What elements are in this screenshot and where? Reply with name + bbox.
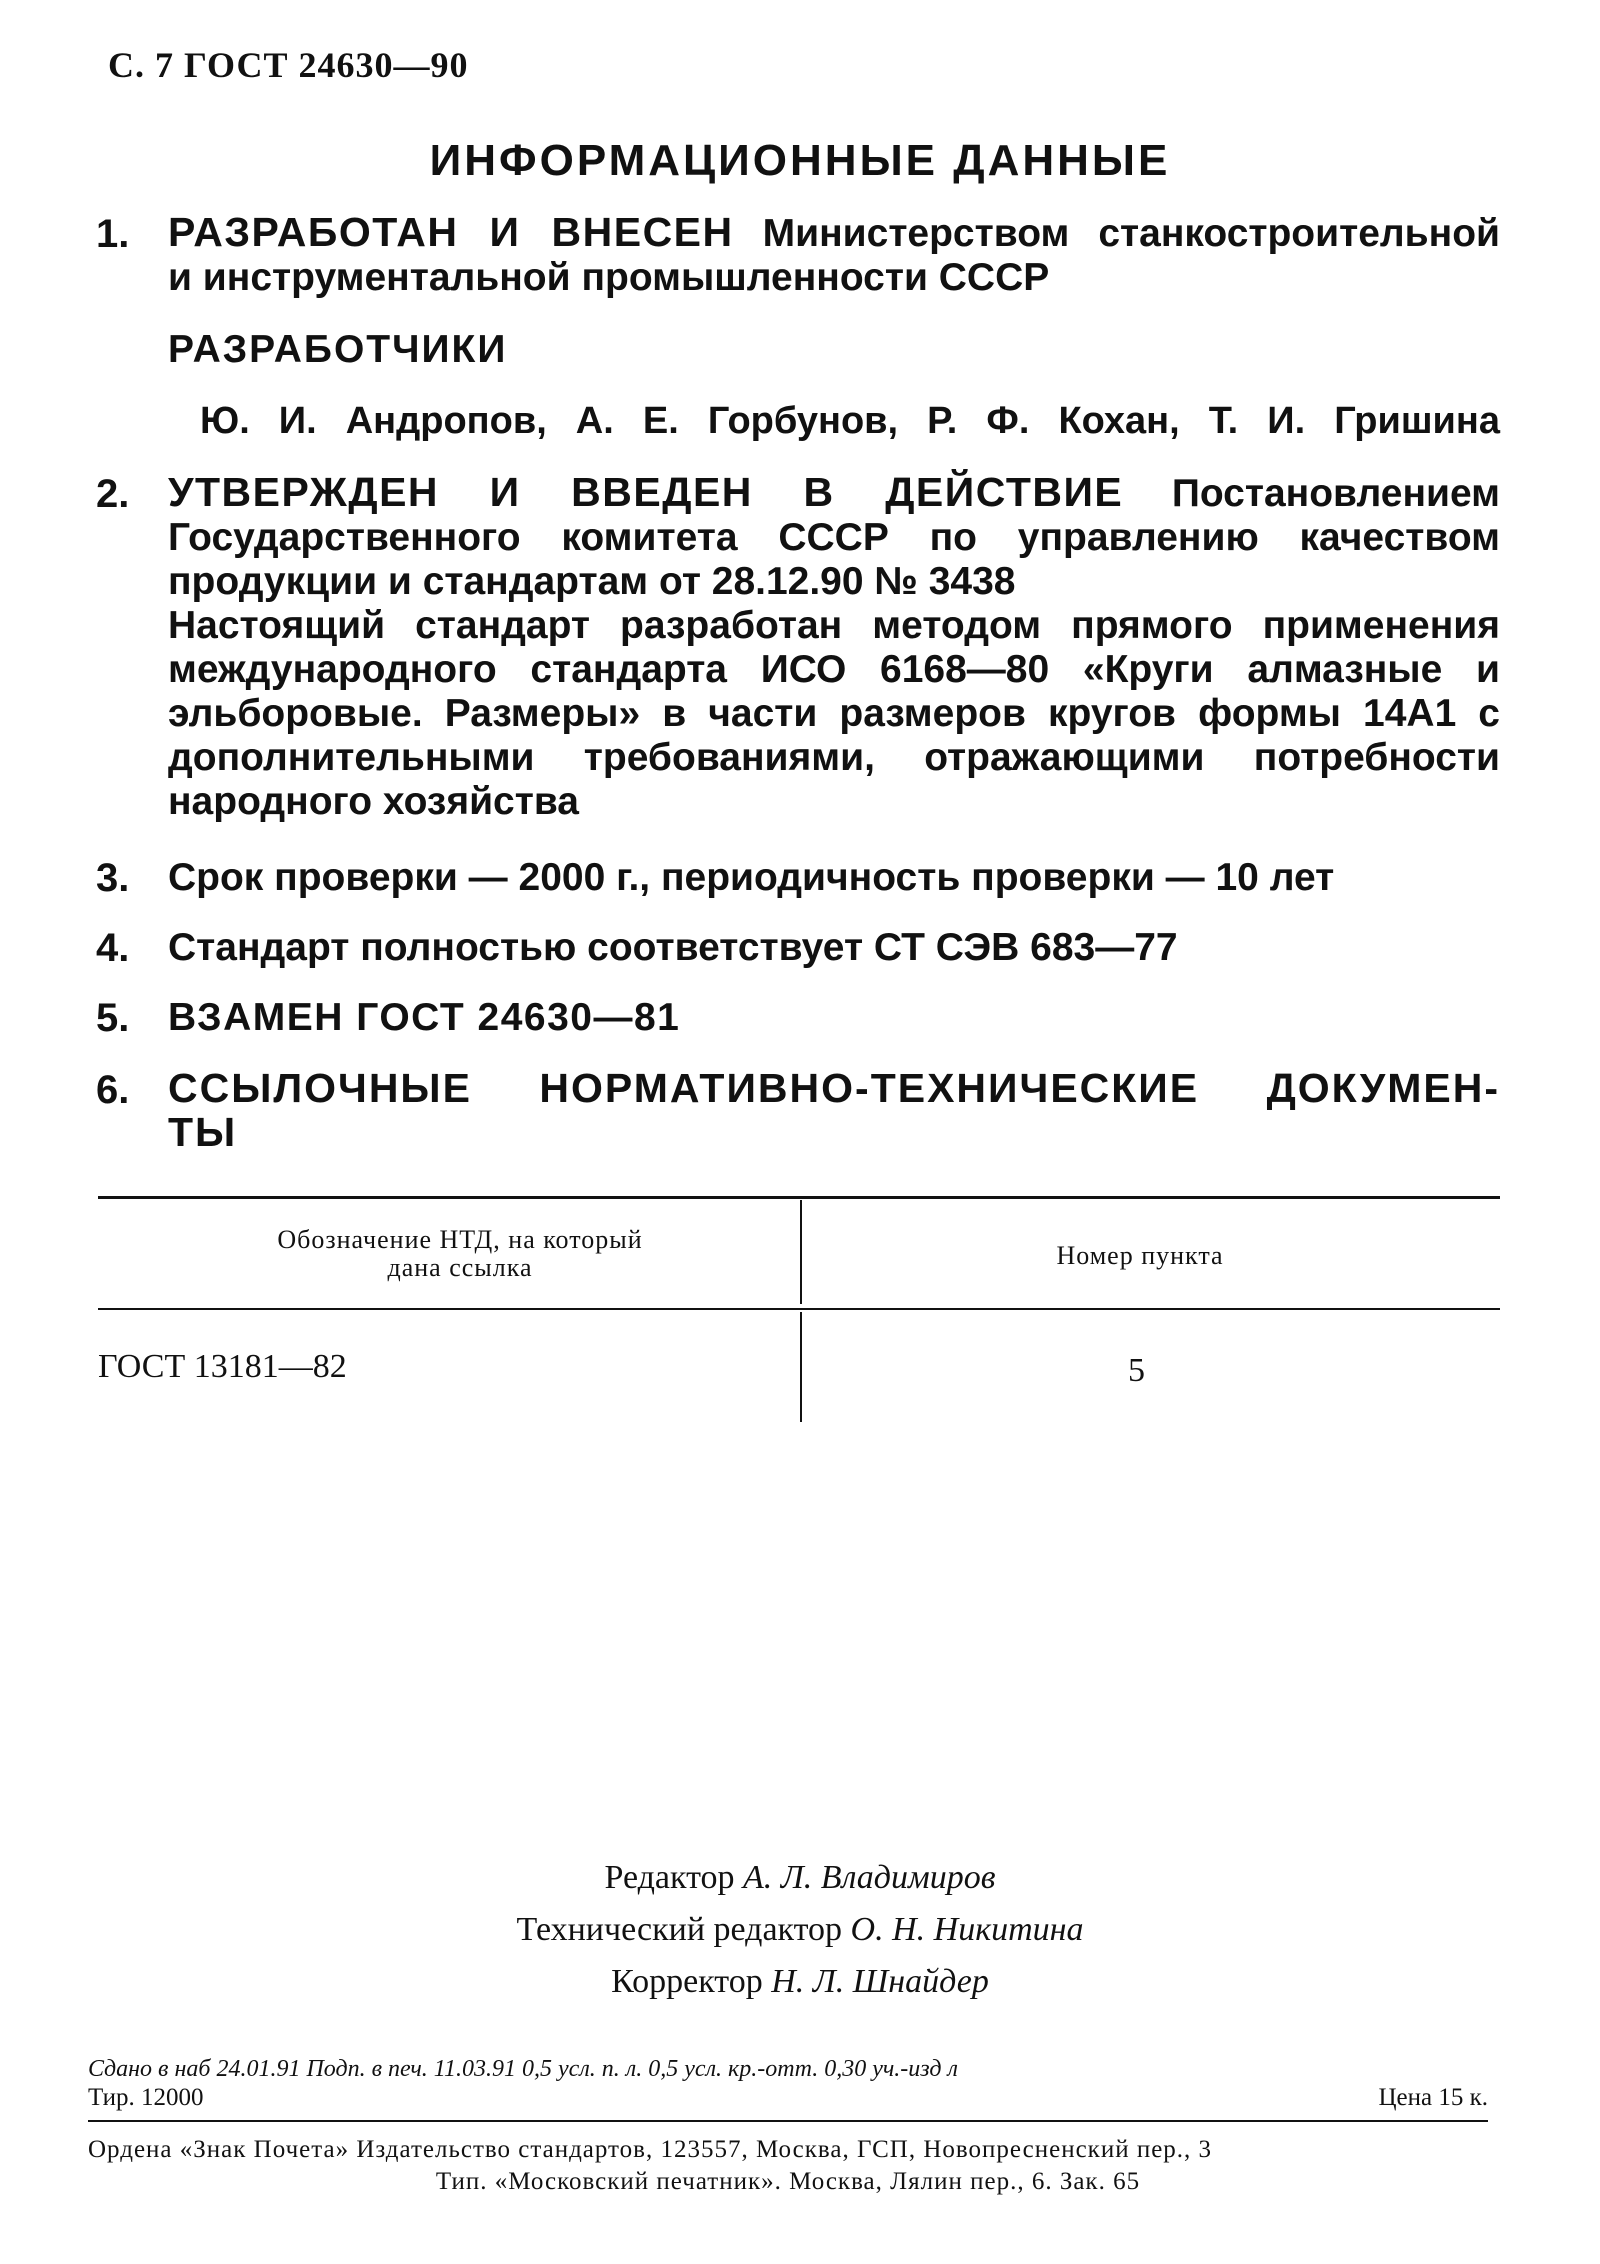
imprint-run: Тир. 12000	[88, 2084, 204, 2111]
imprint-sent: Сдано в наб 24.01.91 Подп. в печ. 11.03.91 0,5 усл. п. л. 0,5 усл. кр.-отт. 0,30 уч.-изд л	[88, 2056, 958, 2082]
proof-name: Н. Л. Шнайдер	[771, 1963, 989, 2000]
item-5-text: ВЗАМЕН ГОСТ 24630—81	[168, 996, 681, 1039]
item-2-note-line-1: Настоящий стандарт разработан методом прямого применения	[168, 604, 1500, 647]
item-2-lead: УТВЕРЖДЕН И ВВЕДЕН В ДЕЙСТВИЕ	[168, 469, 1124, 515]
item-2-note-line-2: международного стандарта ИСО 6168—80 «Круги алмазные и	[168, 648, 1500, 691]
item-2-line-1	[168, 470, 1500, 516]
item-3-number: 3.	[96, 856, 130, 900]
page-header: С. 7 ГОСТ 24630—90	[108, 45, 469, 85]
item-2-line1-rest: Постановлением	[1171, 472, 1501, 515]
item-2-note-line-5: народного хозяйства	[168, 780, 579, 823]
table-header-designation	[160, 1226, 760, 1282]
item-6-number: 6.	[96, 1068, 130, 1112]
credit-tech-editor	[0, 1904, 1600, 1956]
item-2-note-line-4: дополнительными требованиями, отражающими потребности	[168, 736, 1500, 779]
item-1-line-2: и инструментальной промышленности СССР	[168, 256, 1050, 299]
table-top-rule	[98, 1196, 1500, 1199]
tech-editor-name: О. Н. Никитина	[850, 1911, 1084, 1948]
credit-editor	[0, 1852, 1600, 1904]
item-2-note-line-3: эльборовые. Размеры» в части размеров кругов формы 14А1 с	[168, 692, 1500, 735]
item-1-lead: РАЗРАБОТАН И ВНЕСЕН	[168, 209, 734, 255]
item-4-text: Стандарт полностью соответствует СТ СЭВ 683—77	[168, 926, 1178, 969]
table-header-rule	[98, 1308, 1500, 1310]
tech-editor-role: Технический редактор	[516, 1911, 843, 1948]
developers-heading: РАЗРАБОТЧИКИ	[168, 328, 508, 371]
proof-role: Корректор	[611, 1963, 763, 2000]
item-2-line-3: продукции и стандартам от 28.12.90 № 3438	[168, 560, 1016, 603]
imprint-printer: Тип. «Московский печатник». Москва, Лялин пер., 6. Зак. 65	[435, 2168, 1141, 2195]
table-header-clause: Номер пункта	[1056, 1241, 1224, 1270]
imprint-publisher: Ордена «Знак Почета» Издательство стандартов, 123557, Москва, ГСП, Новопресненский пер., 3	[88, 2136, 1213, 2163]
imprint-price: Цена 15 к.	[1378, 2084, 1488, 2111]
item-6	[168, 1066, 1500, 1154]
item-6-line-1: ССЫЛОЧНЫЕ НОРМАТИВНО-ТЕХНИЧЕСКИЕ ДОКУМЕН-	[168, 1065, 1500, 1111]
table-header-designation-line-1: Обозначение НТД, на который	[277, 1225, 643, 1254]
table-header-designation-line-2: дана ссылка	[387, 1253, 533, 1282]
item-1-line1-rest: Министерством станкостроительной	[762, 212, 1500, 255]
item-6-line-2: ТЫ	[168, 1109, 238, 1155]
imprint-rule	[88, 2120, 1488, 2122]
item-1-number: 1.	[96, 212, 130, 256]
item-4-number: 4.	[96, 926, 130, 970]
item-1	[168, 210, 1500, 300]
table-row-clause: 5	[1128, 1352, 1145, 1389]
page-title: ИНФОРМАЦИОННЫЕ ДАННЫЕ	[429, 136, 1171, 185]
credit-proofreader	[0, 1956, 1600, 2008]
item-2-line-2: Государственного комитета СССР по управлению качеством	[168, 516, 1500, 559]
table-header-divider	[800, 1200, 802, 1304]
item-3-text: Срок проверки — 2000 г., периодичность проверки — 10 лет	[168, 856, 1335, 899]
item-5-number: 5.	[96, 996, 130, 1040]
item-2	[168, 470, 1500, 824]
table-body-divider	[800, 1312, 802, 1422]
editor-role: Редактор	[604, 1859, 735, 1896]
table-row-doc: ГОСТ 13181—82	[98, 1348, 347, 1385]
item-1-line-1	[168, 210, 1500, 256]
developers-names: Ю. И. Андропов, А. Е. Горбунов, Р. Ф. Кохан, Т. И. Гришина	[200, 400, 1500, 442]
credits	[0, 1852, 1600, 2008]
item-2-number: 2.	[96, 472, 130, 516]
imprint-run-row	[88, 2084, 1488, 2112]
editor-name: А. Л. Владимиров	[743, 1859, 996, 1896]
